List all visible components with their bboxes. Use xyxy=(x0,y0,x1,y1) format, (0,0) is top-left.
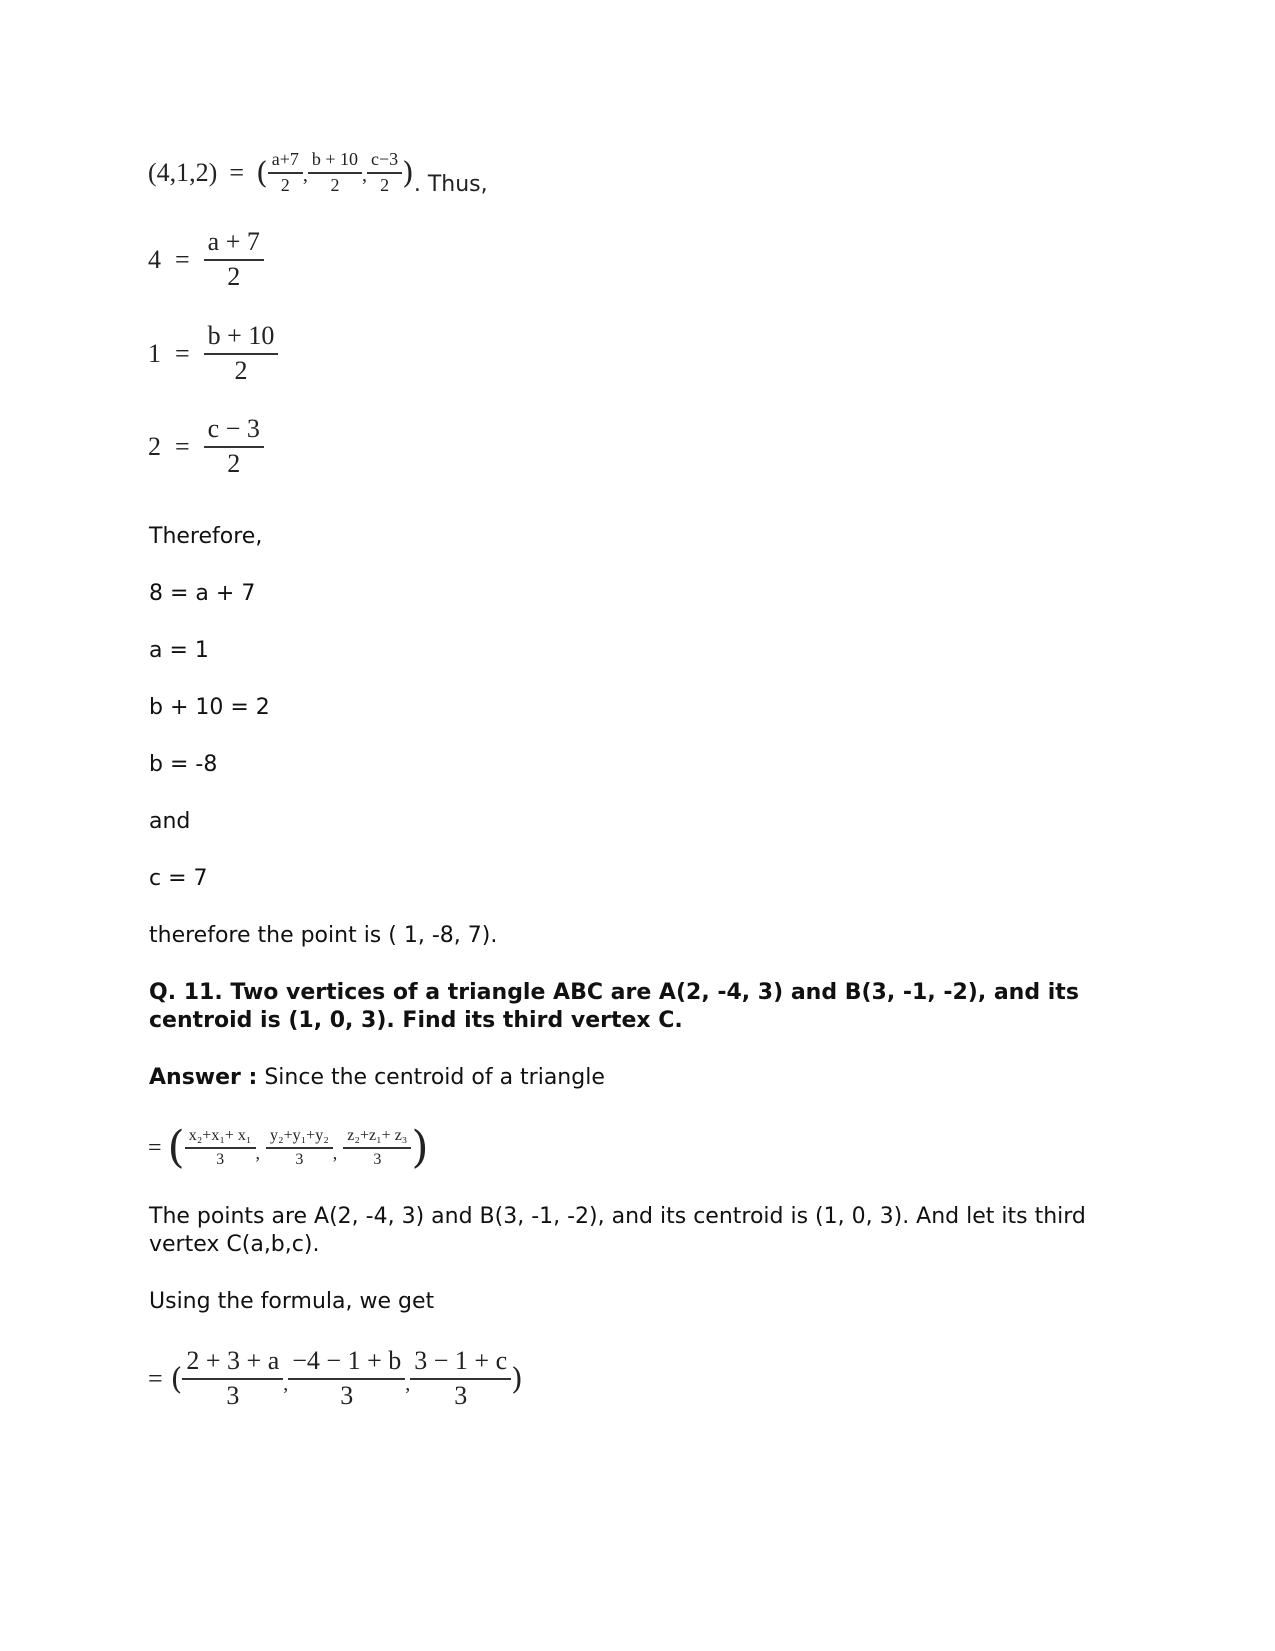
step-line-3: b + 10 = 2 xyxy=(149,695,270,720)
step-line-1: 8 = a + 7 xyxy=(149,581,256,606)
fraction-denominator: 3 xyxy=(373,1151,382,1168)
fraction-denominator: 3 xyxy=(454,1381,468,1410)
comma: , xyxy=(405,1373,411,1395)
fraction-numerator: y₂+y₁+y₂ xyxy=(266,1127,333,1149)
equals-sign: = xyxy=(175,431,190,461)
substituted-fraction-c xyxy=(410,1347,511,1410)
fraction-denominator: 2 xyxy=(330,175,340,195)
answer-intro xyxy=(149,1063,605,1093)
fraction-denominator: 3 xyxy=(226,1381,240,1410)
answer-text: Since the centroid of a triangle xyxy=(257,1065,605,1090)
comma: , xyxy=(255,1143,260,1163)
comma: , xyxy=(332,1143,338,1163)
fraction-numerator: a+7 xyxy=(268,150,303,174)
open-paren: ( xyxy=(170,1361,183,1397)
fraction-c xyxy=(367,150,402,196)
fraction-numerator: c−3 xyxy=(367,150,402,174)
step-line-6: c = 7 xyxy=(149,866,208,891)
lhs-point: (4,1,2) xyxy=(148,158,218,187)
substituted-formula xyxy=(148,1342,523,1416)
equals-sign: = xyxy=(148,1134,162,1161)
open-paren: ( xyxy=(167,1122,185,1173)
comma: , xyxy=(302,164,308,186)
fraction-numerator: a + 7 xyxy=(204,228,264,261)
fraction-denominator: 3 xyxy=(340,1381,354,1410)
equation-fraction xyxy=(204,322,279,385)
thus-text: . Thus, xyxy=(413,172,488,197)
equals-sign: = xyxy=(175,244,190,274)
question-line-2: centroid is (1, 0, 3). Find its third vertex C. xyxy=(149,1008,683,1033)
fraction-numerator: 2 + 3 + a xyxy=(182,1347,283,1380)
comma: , xyxy=(362,164,368,186)
close-paren: ) xyxy=(402,155,414,191)
fraction-denominator: 2 xyxy=(380,175,390,195)
close-paren: ) xyxy=(511,1361,523,1397)
fraction-numerator: b + 10 xyxy=(204,322,279,355)
equals-sign: = xyxy=(229,158,244,187)
points-line-1: The points are A(2, -4, 3) and B(3, -1, -2), and its centroid is (1, 0, 3). And let its third xyxy=(149,1204,1086,1229)
fraction-denominator: 2 xyxy=(234,355,248,385)
using-formula-text: Using the formula, we get xyxy=(149,1289,435,1314)
equation-a xyxy=(148,228,264,291)
centroid-formula xyxy=(148,1118,429,1178)
fraction-denominator: 3 xyxy=(295,1151,304,1168)
question-line-1: Q. 11. Two vertices of a triangle ABC are A(2, -4, 3) and B(3, -1, -2), and its xyxy=(149,980,1079,1005)
fraction-numerator: c − 3 xyxy=(204,415,264,448)
equation-fraction xyxy=(204,228,264,291)
equals-sign: = xyxy=(175,338,190,368)
equation-lhs: 1 xyxy=(148,338,161,368)
fraction-b xyxy=(308,150,362,196)
substituted-fraction-a xyxy=(182,1347,283,1410)
answer-label: Answer : xyxy=(149,1065,258,1090)
equation-lhs: 4 xyxy=(148,244,161,274)
equation-b xyxy=(148,322,278,385)
comma: , xyxy=(283,1373,289,1395)
equation-c xyxy=(148,415,264,478)
equation-lhs: 2 xyxy=(148,431,161,461)
centroid-fraction-y xyxy=(266,1127,333,1168)
fraction-denominator: 2 xyxy=(280,175,290,195)
result-point-text: therefore the point is ( 1, -8, 7). xyxy=(149,923,498,948)
midpoint-equation xyxy=(148,145,488,201)
fraction-numerator: 3 − 1 + c xyxy=(410,1347,511,1380)
step-line-5: and xyxy=(149,809,191,834)
fraction-a xyxy=(268,150,303,196)
fraction-numerator: z₂+z₁+ z₃ xyxy=(343,1127,411,1149)
step-line-4: b = -8 xyxy=(149,752,218,777)
fraction-numerator: −4 − 1 + b xyxy=(288,1347,405,1380)
substituted-fraction-b xyxy=(288,1347,405,1410)
fraction-denominator: 2 xyxy=(227,448,241,478)
fraction-numerator: b + 10 xyxy=(308,150,362,174)
centroid-fraction-x xyxy=(185,1127,256,1168)
open-paren: ( xyxy=(256,155,268,191)
points-line-2: vertex C(a,b,c). xyxy=(149,1232,320,1257)
equals-sign: = xyxy=(148,1364,163,1393)
close-paren: ) xyxy=(411,1122,429,1173)
therefore-text: Therefore, xyxy=(149,524,263,549)
equation-fraction xyxy=(204,415,264,478)
step-line-2: a = 1 xyxy=(149,638,209,663)
fraction-numerator: x₂+x₁+ x₁ xyxy=(185,1127,256,1149)
fraction-denominator: 3 xyxy=(216,1151,225,1168)
centroid-fraction-z xyxy=(343,1127,411,1168)
fraction-denominator: 2 xyxy=(227,261,241,291)
